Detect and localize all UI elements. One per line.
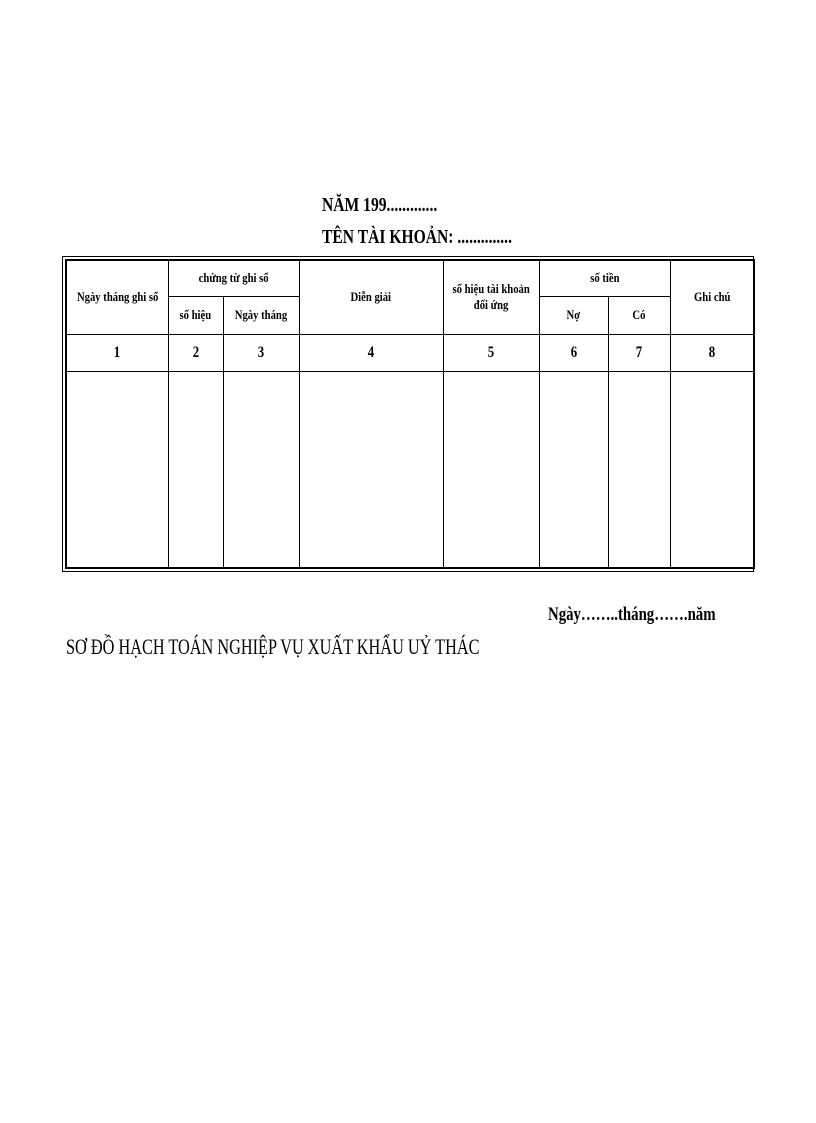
header-date-recorded: Ngày tháng ghi sổ [66,260,168,334]
ledger-table [65,259,755,569]
header-voucher-number: số hiệu [168,296,223,334]
entry-cell-contra-account [443,371,539,568]
signature-date-line: Ngày……..tháng…….năm [548,604,716,625]
header-contra-account [443,260,539,334]
column-number-7: 7 [608,334,670,371]
header-amount-group: số tiền [539,260,670,296]
diagram-title: SƠ ĐỒ HẠCH TOÁN NGHIỆP VỤ XUẤT KHẨU UỶ THÁC [66,634,480,659]
header-credit: Có [608,296,670,334]
column-number-4: 4 [299,334,443,371]
column-number-2: 2 [168,334,223,371]
header-voucher-date: Ngày tháng [223,296,299,334]
entry-cell-credit [608,371,670,568]
entry-cell-voucher-number [168,371,223,568]
header-description: Diễn giải [299,260,443,334]
entry-cell-notes [670,371,754,568]
header-contra-account-line1: số hiệu tài khoản [452,281,530,297]
entry-cell-debit [539,371,608,568]
header-notes: Ghi chú [670,260,754,334]
account-name-heading: TÊN TÀI KHOẢN: .............. [322,226,512,248]
ledger-table-frame [62,256,754,572]
year-heading: NĂM 199............. [322,194,438,216]
entry-cell-voucher-date [223,371,299,568]
column-number-1: 1 [66,334,168,371]
column-number-3: 3 [223,334,299,371]
entry-cell-description [299,371,443,568]
column-number-5: 5 [443,334,539,371]
entry-cell-date-recorded [66,371,168,568]
column-number-6: 6 [539,334,608,371]
column-number-8: 8 [670,334,754,371]
header-contra-account-line2: đối ứng [473,297,509,313]
header-debit: Nợ [539,296,608,334]
header-voucher-group: chứng từ ghi sổ [168,260,299,296]
